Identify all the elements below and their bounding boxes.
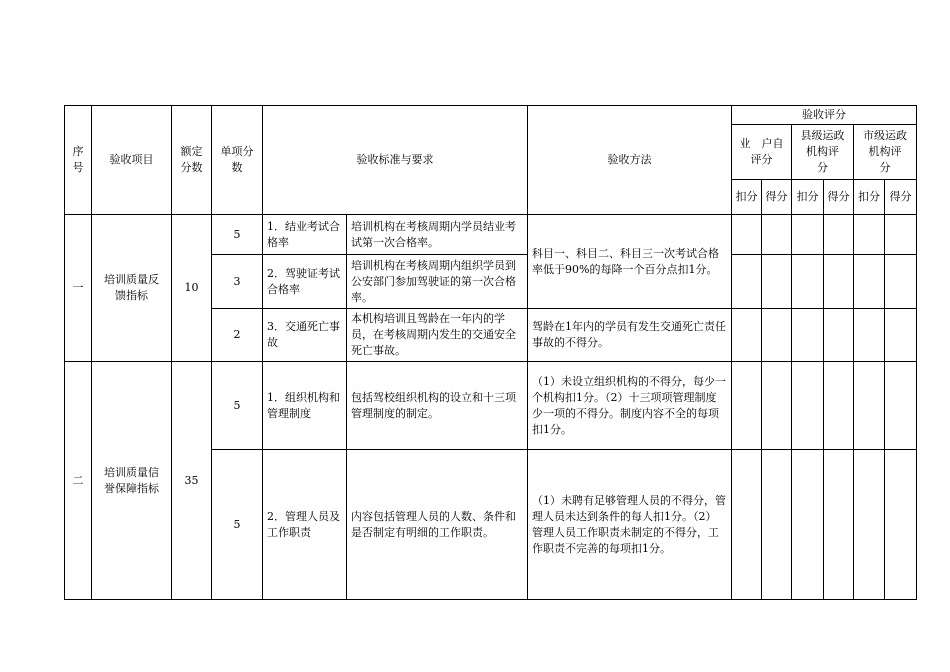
- sub-item: 2．管理人员及工作职责: [263, 450, 347, 600]
- header-standard: 验收标准与要求: [263, 106, 528, 215]
- score-cell[interactable]: [885, 309, 917, 362]
- score-cell[interactable]: [762, 309, 792, 362]
- score-cell[interactable]: [885, 215, 917, 255]
- section-item: 培训质量信誉保障指标: [92, 362, 172, 600]
- score-cell[interactable]: [885, 362, 917, 450]
- score-cell[interactable]: [732, 309, 762, 362]
- score-cell[interactable]: [824, 362, 854, 450]
- score-cell[interactable]: [762, 450, 792, 600]
- header-deduct: 扣分: [732, 180, 762, 215]
- method-text: （1）未设立组织机构的不得分，每少一个机构扣1分。（2）十三项项管理制度少一项的不得分。制度内容不全的每项扣1分。: [528, 362, 732, 450]
- single-score: 2: [212, 309, 263, 362]
- header-county-score: 县级运政机构评 分: [792, 125, 854, 180]
- header-gain: 得分: [824, 180, 854, 215]
- standard-text: 本机构培训且驾龄在一年内的学员，在考核周期内发生的交通安全死亡事故。: [347, 309, 528, 362]
- method-text: 驾龄在1年内的学员有发生交通死亡责任事故的不得分。: [528, 309, 732, 362]
- score-cell[interactable]: [762, 362, 792, 450]
- header-scoring: 验收评分: [732, 106, 917, 125]
- score-cell[interactable]: [762, 215, 792, 255]
- standard-text: 内容包括管理人员的人数、条件和是否制定有明细的工作职责。: [347, 450, 528, 600]
- header-gain: 得分: [762, 180, 792, 215]
- score-cell[interactable]: [792, 255, 824, 309]
- score-cell[interactable]: [824, 255, 854, 309]
- score-cell[interactable]: [885, 255, 917, 309]
- section-rated-score: 10: [172, 215, 212, 362]
- score-cell[interactable]: [792, 215, 824, 255]
- single-score: 5: [212, 362, 263, 450]
- score-cell[interactable]: [732, 362, 762, 450]
- score-cell[interactable]: [732, 450, 762, 600]
- score-cell[interactable]: [854, 450, 885, 600]
- score-cell[interactable]: [762, 255, 792, 309]
- sub-item: 1．组织机构和管理制度: [263, 362, 347, 450]
- section-item: 培训质量反馈指标: [92, 215, 172, 362]
- header-method: 验收方法: [528, 106, 732, 215]
- score-cell[interactable]: [792, 309, 824, 362]
- score-cell[interactable]: [854, 362, 885, 450]
- table-row: [65, 362, 917, 450]
- acceptance-evaluation-table: [64, 105, 917, 600]
- score-cell[interactable]: [732, 215, 762, 255]
- header-rated-score: 额定分数: [172, 106, 212, 215]
- header-item: 验收项目: [92, 106, 172, 215]
- standard-text: 包括驾校组织机构的设立和十三项管理制度的制定。: [347, 362, 528, 450]
- score-cell[interactable]: [792, 362, 824, 450]
- score-cell[interactable]: [824, 450, 854, 600]
- single-score: 3: [212, 255, 263, 309]
- score-cell[interactable]: [854, 309, 885, 362]
- section-rated-score: 35: [172, 362, 212, 600]
- sub-item: 1．结业考试合格率: [263, 215, 347, 255]
- header-seq: 序号: [65, 106, 92, 215]
- standard-text: 培训机构在考核周期内学员结业考试第一次合格率。: [347, 215, 528, 255]
- header-gain: 得分: [885, 180, 917, 215]
- score-cell[interactable]: [824, 215, 854, 255]
- method-text: （1）未聘有足够管理人员的不得分，管理人员未达到条件的每人扣1分。（2）管理人员工作职责未制定的不得分，工作职责不完善的每项扣1分。: [528, 450, 732, 600]
- section-seq: 二: [65, 362, 92, 600]
- score-cell[interactable]: [854, 255, 885, 309]
- method-text: 科目一、科目二、科目三一次考试合格率低于90%的每降一个百分点扣1分。: [528, 215, 732, 309]
- sub-item: 2．驾驶证考试合格率: [263, 255, 347, 309]
- header-deduct: 扣分: [792, 180, 824, 215]
- header-self-score: 业 户自评分: [732, 125, 792, 180]
- score-cell[interactable]: [854, 215, 885, 255]
- header-city-score: 市级运政机构评 分: [854, 125, 917, 180]
- score-cell[interactable]: [792, 450, 824, 600]
- table-row: [65, 215, 917, 255]
- score-cell[interactable]: [824, 309, 854, 362]
- standard-text: 培训机构在考核周期内组织学员到公安部门参加驾驶证的第一次合格率。: [347, 255, 528, 309]
- sub-item: 3．交通死亡事故: [263, 309, 347, 362]
- single-score: 5: [212, 215, 263, 255]
- score-cell[interactable]: [885, 450, 917, 600]
- header-deduct: 扣分: [854, 180, 885, 215]
- section-seq: 一: [65, 215, 92, 362]
- header-single-score: 单项分数: [212, 106, 263, 215]
- single-score: 5: [212, 450, 263, 600]
- score-cell[interactable]: [732, 255, 762, 309]
